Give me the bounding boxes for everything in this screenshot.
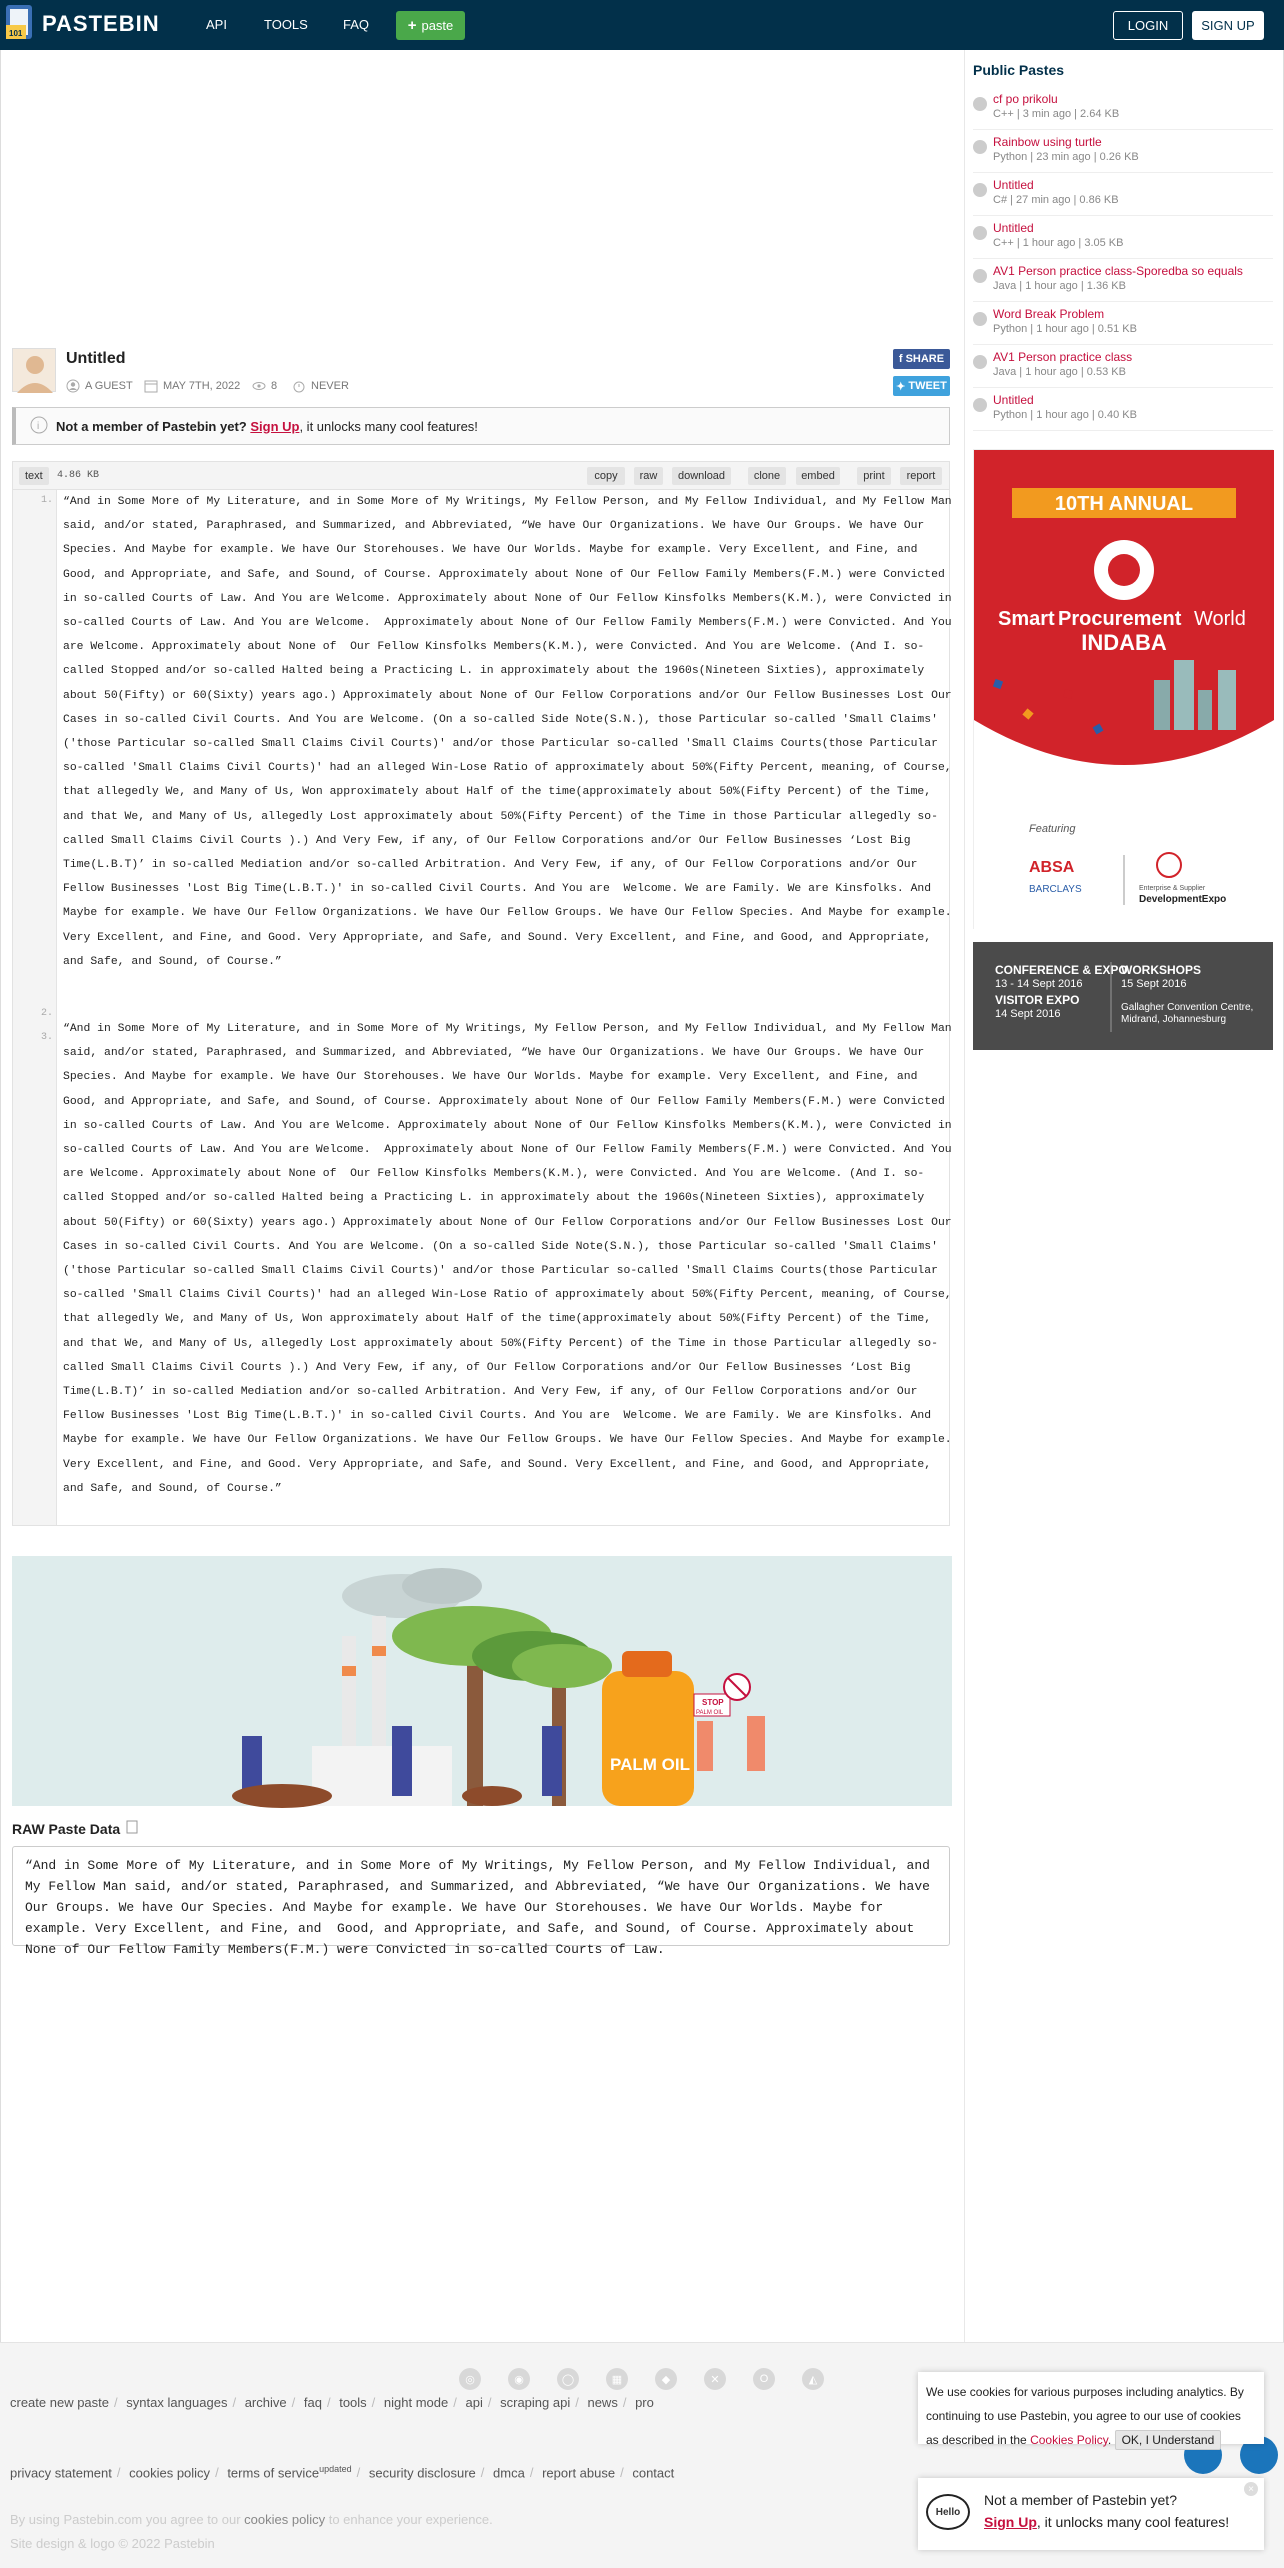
ad-visitor-title: VISITOR EXPO [995, 993, 1080, 1007]
android-icon[interactable]: ◆ [655, 2368, 677, 2390]
login-button[interactable]: LOGIN [1113, 11, 1183, 40]
download-button[interactable]: download [672, 467, 731, 485]
public-paste-title[interactable]: Untitled [993, 178, 1034, 192]
paste-date: MAY 7TH, 2022 [163, 380, 241, 392]
paste-icon [973, 398, 987, 412]
copyright: Site design & logo © 2022 Pastebin [10, 2536, 215, 2551]
public-paste-item[interactable] [973, 90, 1273, 130]
ad-conf-date: 13 - 14 Sept 2016 [995, 978, 1083, 990]
meta-views [252, 379, 277, 393]
footer-link[interactable]: dmca [493, 2465, 525, 2481]
user-icon [66, 379, 80, 393]
new-paste-button[interactable] [396, 11, 465, 40]
signup-promo-popup [918, 2478, 1264, 2550]
embed-button[interactable]: embed [796, 467, 840, 485]
code-toolbar [12, 461, 950, 489]
ad-brand-indaba: INDABA [1081, 630, 1167, 655]
public-paste-meta: C++ | 1 hour ago | 3.05 KB [993, 237, 1124, 249]
footer-link[interactable]: contact [632, 2465, 675, 2481]
ios-icon[interactable]: ◯ [557, 2368, 579, 2390]
paste-icon [973, 312, 987, 326]
public-paste-item[interactable] [973, 176, 1273, 216]
promo-suffix: , it unlocks many cool features! [1036, 2514, 1230, 2530]
cookie-text: We use cookies for various purposes including analytics. By continuing to use Pastebin, you agree to our use of cookies as described in the [926, 2385, 1244, 2447]
line-number: 1. [40, 495, 53, 506]
copy-icon[interactable] [126, 1820, 138, 1837]
line-number: 2. [40, 1008, 53, 1019]
ad-workshops-date: 15 Sept 2016 [1121, 978, 1187, 990]
agree-cookie-link[interactable]: cookies policy [244, 2512, 326, 2527]
footer-links-row-2: privacy statement / cookies policy / terms of service$^{updated}$ / security disclosure / dmca / report abuse / contact [10, 2464, 675, 2481]
chrome-icon[interactable]: ◎ [459, 2368, 481, 2390]
ad-brand-procurement: Procurement [1058, 608, 1182, 630]
ad-barclays: BARCLAYS [1029, 884, 1082, 895]
paste-label: paste [421, 18, 454, 33]
public-paste-item[interactable] [973, 133, 1273, 173]
public-paste-title[interactable]: cf po prikolu [993, 92, 1058, 106]
clone-button[interactable]: clone [748, 467, 786, 485]
raw-button[interactable]: raw [634, 467, 663, 485]
ad-workshops-title: WORKSHOPS [1121, 963, 1202, 977]
footer-link[interactable]: scraping api [500, 2395, 571, 2410]
notice-signup-link[interactable]: Sign Up [250, 418, 300, 434]
eye-icon [252, 379, 266, 393]
nav-tools[interactable]: TOOLS [264, 17, 308, 32]
raw-title-text: RAW Paste Data [12, 1820, 121, 1837]
top-header [0, 0, 1284, 50]
paste-size: 4.86 KB [57, 470, 100, 481]
signup-button[interactable]: SIGN UP [1192, 11, 1264, 40]
promo-signup-link[interactable]: Sign Up [984, 2514, 1037, 2530]
svg-text:101: 101 [9, 29, 23, 38]
copy-button[interactable]: copy [587, 467, 625, 485]
paste-title: Untitled [66, 350, 126, 367]
cookie-ok-button[interactable]: OK, I Understand [1115, 2430, 1222, 2450]
ad-expo: DevelopmentExpo [1139, 894, 1227, 905]
footer-link[interactable]: archive [244, 2395, 287, 2410]
notice-prefix: Not a member of Pastebin yet? [56, 418, 247, 434]
timer-icon [292, 379, 306, 393]
sidebar-ad-indaba[interactable] [973, 449, 1273, 929]
public-paste-meta: C++ | 3 min ago | 2.64 KB [993, 108, 1120, 120]
public-paste-meta: Java | 1 hour ago | 1.36 KB [993, 280, 1126, 292]
pastebin-logo-icon[interactable] [4, 3, 34, 43]
ad-venue-2: Midrand, Johannesburg [1121, 1014, 1227, 1025]
guest-avatar [12, 348, 56, 392]
footer-link[interactable]: pro [635, 2395, 654, 2410]
cookie-consent-popup: We use cookies for various purposes including analytics. By continuing to use Pastebin, you agree to our use of cookies as described in the Cookies Policy. OK, I Understand [918, 2372, 1264, 2444]
author-name[interactable]: A GUEST [85, 380, 133, 392]
opera-icon[interactable]: O [753, 2368, 775, 2390]
sidebar-ad-conference[interactable] [973, 942, 1273, 1050]
raw-paste-heading [12, 1820, 138, 1837]
paste-icon [973, 97, 987, 111]
line-number: 3. [40, 1032, 53, 1043]
meta-expiry [292, 379, 349, 393]
footer-link[interactable]: syntax languages [126, 2395, 228, 2410]
footer-link[interactable]: create new paste [10, 2395, 110, 2410]
footer-link[interactable]: api [465, 2395, 483, 2410]
paste-icon [973, 355, 987, 369]
protest-sign-stop: STOP [702, 1698, 724, 1707]
nav-faq[interactable]: FAQ [343, 17, 370, 32]
ad-conf-title: CONFERENCE & EXPO [995, 963, 1128, 977]
public-paste-meta: C# | 27 min ago | 0.86 KB [993, 194, 1119, 206]
ad-venue-1: Gallagher Convention Centre, [1121, 1002, 1254, 1013]
paste-icon [973, 226, 987, 240]
syntax-tag[interactable]: text [19, 467, 49, 485]
facebook-share-button[interactable] [893, 349, 950, 369]
ad-expo-small: Enterprise & Supplier [1139, 885, 1206, 892]
ad-visitor-date: 14 Sept 2016 [995, 1008, 1061, 1020]
tweet-label: TWEET [908, 380, 947, 392]
svg-text:i: i [37, 420, 40, 432]
logo-text[interactable]: PASTEBIN [42, 11, 160, 36]
footer-link[interactable]: night mode [383, 2395, 449, 2410]
nav-api[interactable]: API [206, 17, 227, 32]
ad-absa: ABSA [1029, 859, 1075, 876]
expiry-value: NEVER [311, 380, 349, 392]
print-button[interactable]: print [857, 467, 891, 485]
footer-link[interactable]: security disclosure [368, 2465, 476, 2481]
footer-link[interactable]: tools [339, 2395, 367, 2410]
ad-featuring: Featuring [1029, 823, 1076, 835]
close-icon[interactable]: × [1244, 2482, 1258, 2496]
meta-author [66, 379, 133, 393]
footer-links-row-1: create new paste / syntax languages / archive / faq / tools / night mode / api / scraping api / news / pro [10, 2395, 654, 2410]
info-icon [30, 416, 48, 437]
public-paste-title[interactable]: Word Break Problem [993, 307, 1105, 321]
public-paste-item[interactable] [973, 391, 1273, 431]
cookie-agreement-text [10, 2512, 493, 2527]
footer-link[interactable]: privacy statement [10, 2465, 112, 2481]
facebook-icon: f [898, 353, 903, 365]
public-paste-item[interactable] [973, 219, 1273, 259]
desktop-app-icon[interactable]: ✕ [704, 2368, 726, 2390]
public-paste-title[interactable]: Rainbow using turtle [993, 135, 1102, 149]
public-pastes-title: Public Pastes [973, 62, 1065, 78]
firefox-icon[interactable]: ◉ [508, 2368, 530, 2390]
paste-icon [973, 183, 987, 197]
footer-link[interactable]: news [587, 2395, 618, 2410]
public-paste-meta: Java | 1 hour ago | 0.53 KB [993, 366, 1126, 378]
report-button[interactable]: report [900, 467, 942, 485]
agree-prefix: By using Pastebin.com you agree to our [10, 2512, 241, 2527]
meta-date [144, 379, 240, 393]
footer-link[interactable]: report abuse [542, 2465, 616, 2481]
code-line-1: “And in Some More of My Literature, and in Some More of My Writings, My Fellow Person, and My Fellow Individual, and My Fellow Man said, and/or stated, Paraphrased, and Summarized, and Abbreviated, “We have Our Organizations. We have Our Groups. We have Our Species. And Maybe for example. We have Our Storehouses. We have Our Worlds. Maybe for example. Very Excellent, and Fine, and Good, and Appropriate, and Safe, and Sound, of Course. Approximately about None of Our Fellow Family Members(F.M.) were Convicted in so-called Courts of Law. And You are Welcome. Approximately about None of Our Fellow Kinsfolks Members(K.M.), were Convicted in so-called Courts of Law. And You are Welcome. Approximately about None of Our Fellow Family Members(F.M.) were Convicted. And You are Welcome. Approximately about None of Our Fellow Kinsfolks Members(K.M.), were Convicted. And You are Welcome. (And I. so-called Stopped and/or so-called Halted being a Practicing L. in approximately about the 1960s(Nineteen Sixties), approximately about 50(Fifty) or 60(Sixty) years ago.) Approximately about None of Our Fellow Corporations and/or Our Fellow Businesses Lost Our Cases in so-called Civil Courts. And You are Welcome. (On a so-called Side Note(S.N.), those Particular so-called 'Small Claims' ('those Particular so-called Small Claims Civil Courts)' and/or those Particular so-called 'Small Claims Courts(those Particular so-called 'Small Claims Civil Courts)' had an alleged Win-Lose Ratio of approximately about 50%(Fifty Percent, meaning, of Course, that allegedly We, and Many of Us, Won approximately about Half of the time(approximately about 50%(Fifty Percent) of the Time, and that We, and Many of Us, allegedly Lost approximately about 50%(Fifty Percent) of the Time in those Particular allegedly so-called Small Claims Civil Courts ).) And Very Few, if any, of Our Fellow Corporations and/or Our Fellow Businesses ‘Lost Big Time(L.B.T)’ in so-called Mediation and/or so-called Arbitration. And Very Few, if any, of Our Fellow Corporations and/or Our Fellow Businesses 'Lost Big Time(L.B.T.)' in so-called Civil Courts. And You are Welcome. We are Family. We are Kinsfolks. And Maybe for example. We have Our Fellow Organizations. We have Our Fellow Groups. We have Our Fellow Species. And Maybe for example. Very Excellent, and Fine, and Good. Very Appropriate, and Safe, and Sound. Very Excellent, and Fine, and Good, and Appropriate, and Safe, and Sound, of Course.” [63, 496, 959, 968]
code-line-3: “And in Some More of My Literature, and in Some More of My Writings, My Fellow Person, and My Fellow Individual, and My Fellow Man said, and/or stated, Paraphrased, and Summarized, and Abbreviated, “We have Our Organizations. We have Our Groups. We have Our Species. And Maybe for example. We have Our Storehouses. We have Our Worlds. Maybe for example. Very Excellent, and Fine, and Good, and Appropriate, and Safe, and Sound, of Course. Approximately about None of Our Fellow Family Members(F.M.) were Convicted in so-called Courts of Law. And You are Welcome. Approximately about None of Our Fellow Kinsfolks Members(K.M.), were Convicted in so-called Courts of Law. And You are Welcome. Approximately about None of Our Fellow Family Members(F.M.) were Convicted. And You are Welcome. Approximately about None of Our Fellow Kinsfolks Members(K.M.), were Convicted. And You are Welcome. (And I. so-called Stopped and/or so-called Halted being a Practicing L. in approximately about the 1960s(Nineteen Sixties), approximately about 50(Fifty) or 60(Sixty) years ago.) Approximately about None of Our Fellow Corporations and/or Our Fellow Businesses Lost Our Cases in so-called Civil Courts. And You are Welcome. (On a so-called Side Note(S.N.), those Particular so-called 'Small Claims' ('those Particular so-called Small Claims Civil Courts)' and/or those Particular so-called 'Small Claims Courts(those Particular so-called 'Small Claims Civil Courts)' had an alleged Win-Lose Ratio of approximately about 50%(Fifty Percent, meaning, of Course, that allegedly We, and Many of Us, Won approximately about Half of the time(approximately about 50%(Fifty Percent) of the Time, and that We, and Many of Us, allegedly Lost approximately about 50%(Fifty Percent) of the Time in those Particular allegedly so-called Small Claims Civil Courts ).) And Very Few, if any, of Our Fellow Corporations and/or Our Fellow Businesses ‘Lost Big Time(L.B.T)’ in so-called Mediation and/or so-called Arbitration. And Very Few, if any, of Our Fellow Corporations and/or Our Fellow Businesses 'Lost Big Time(L.B.T.)' in so-called Civil Courts. And You are Welcome. We are Family. We are Kinsfolks. And Maybe for example. We have Our Fellow Organizations. We have Our Fellow Groups. We have Our Fellow Species. And Maybe for example. Very Excellent, and Fine, and Good. Very Appropriate, and Safe, and Sound. Very Excellent, and Fine, and Good, and Appropriate, and Safe, and Sound, of Course.” [63, 1023, 959, 1495]
twitter-icon: ✦ [896, 380, 906, 393]
public-paste-title[interactable]: Untitled [993, 393, 1034, 407]
hello-badge-icon: Hello [926, 2494, 970, 2530]
bottle-label: PALM OIL [610, 1755, 690, 1774]
top-ad-slot [12, 58, 952, 338]
public-paste-title[interactable]: AV1 Person practice class-Sporedba so equals [993, 264, 1243, 278]
ad-brand-smart: Smart [998, 608, 1055, 630]
footer-link[interactable]: faq [303, 2395, 322, 2410]
ad-brand-world: World [1194, 608, 1246, 630]
cookie-policy-link[interactable]: Cookies Policy [1030, 2433, 1108, 2447]
public-paste-item[interactable] [973, 262, 1273, 302]
twitter-tweet-button[interactable] [893, 376, 950, 396]
updated-badge: updated [319, 2464, 352, 2474]
sidebar-divider [964, 50, 965, 2342]
plus-icon: + [407, 17, 417, 34]
code-view [12, 489, 959, 1526]
promo-line-2 [984, 2514, 1229, 2530]
promo-line-1: Not a member of Pastebin yet? [984, 2492, 1177, 2508]
view-count: 8 [271, 380, 278, 392]
ad-banner-text: 10TH ANNUAL [1054, 493, 1194, 515]
calendar-icon [144, 379, 158, 393]
notice-suffix: , it unlocks many cool features! [299, 418, 478, 434]
protest-sign-palm: PALM OIL [696, 1710, 724, 1716]
edge-icon[interactable]: ◭ [802, 2368, 824, 2390]
paste-icon [973, 140, 987, 154]
agree-suffix: to enhance your experience. [328, 2512, 493, 2527]
windows-icon[interactable]: ▦ [606, 2368, 628, 2390]
raw-paste-textarea[interactable]: “And in Some More of My Literature, and in Some More of My Writings, My Fellow Person, and My Fellow Individual, and My Fellow Man said, and/or stated, Paraphrased, and Summarized, and Abbreviated, “We have Our Organizations. We have Our Groups. We have Our Species. And Maybe for example. We have Our Storehouses. We have Our Worlds. Maybe for example. Very Excellent, and Fine, and Good, and Appropriate, and Safe, and Sound, of Course. Approximately about None of Our Fellow Family Members(F.M.) were Convicted in so-called Courts of Law. [12, 1846, 950, 1946]
public-paste-title[interactable]: AV1 Person practice class [993, 350, 1133, 364]
share-label: SHARE [905, 353, 945, 365]
public-paste-item[interactable] [973, 305, 1273, 345]
footer-link[interactable]: terms of service [227, 2465, 320, 2481]
public-paste-meta: Python | 1 hour ago | 0.51 KB [993, 323, 1137, 335]
public-paste-meta: Python | 1 hour ago | 0.40 KB [993, 409, 1137, 421]
public-paste-item[interactable] [973, 348, 1273, 388]
bottom-ad-illustration[interactable] [12, 1556, 952, 1806]
paste-icon [973, 269, 987, 283]
public-paste-title[interactable]: Untitled [993, 221, 1034, 235]
footer-link[interactable]: cookies policy [129, 2465, 211, 2481]
signup-notice [12, 407, 950, 445]
public-paste-meta: Python | 23 min ago | 0.26 KB [993, 151, 1139, 163]
